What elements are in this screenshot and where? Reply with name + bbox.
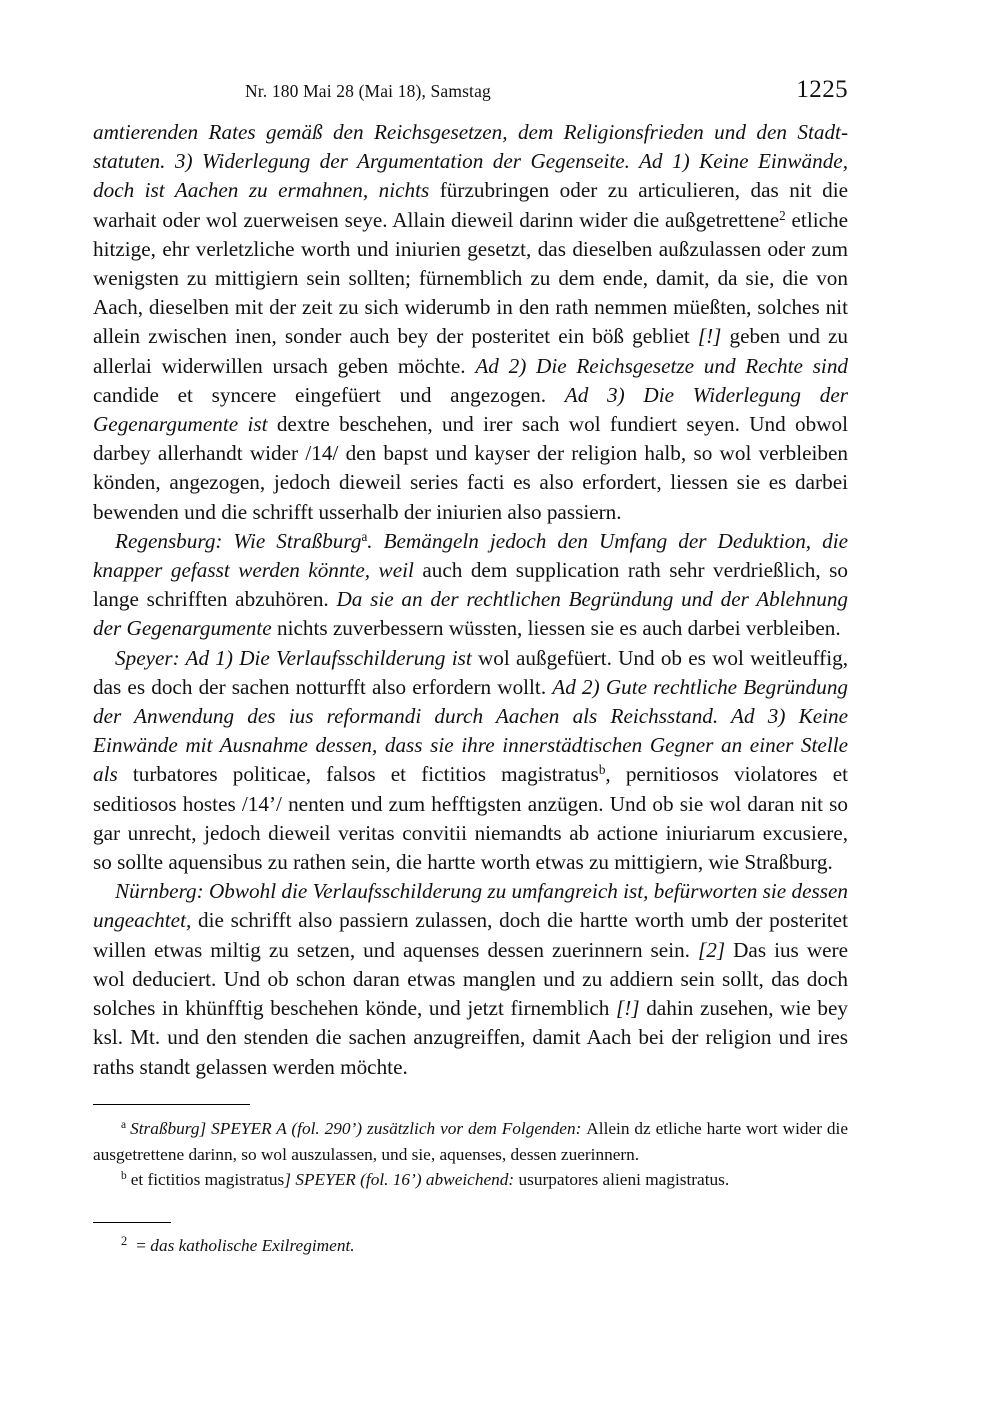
apparatus-note	[93, 1116, 848, 1167]
editorial-summary: [!]	[697, 324, 722, 349]
apparatus-rule	[93, 1104, 250, 1105]
editorial-summary: [2]	[698, 937, 726, 962]
editorial-summary: Ad 3) Die Widerlegung der Gegenargumente ist	[93, 382, 848, 437]
source-quotation: et fictitios magistratus	[130, 1170, 285, 1189]
editorial-summary: . Bemängeln jedoch den Umfang der Deduktion, die knapper gefasst werden könnte, weil	[93, 528, 848, 583]
editorial-summary: Straßburg] SPEYER A (fol. 290’) zusätzlich vor dem Folgenden:	[130, 1119, 587, 1138]
body-text	[93, 118, 848, 1082]
source-quotation: etliche hitzige, ehr verletzliche worth und iniurien gesetzt, das dieselben außzulassen oder zum wenigsten zu mittigiern sein sollten; fürnemblich zu dem ende, damit, da sie, die von Aach, dieselben mit der zeit zu sich widerumb in den rath nemmen müeßten, solches nit allein zwischen inen, sonder auch bey der posteritet ein böß gebliet	[93, 207, 848, 349]
editorial-summary: das katholische Exilregiment.	[150, 1236, 355, 1255]
editorial-summary: Ad 2) Gute rechtliche Begründung der Anwendung des ius reformandi durch Aachen als Reichsstand. Ad 3) Keine Einwände mit Ausnahme dessen, dass sie ihre innerstädtischen Gegner an einer Stelle als	[93, 674, 849, 787]
source-quotation: geben und zu allerlai widerwillen ursach geben möchte.	[93, 324, 848, 378]
editorial-summary: Da sie an der rechtlichen Begründung und der Ablehnung der Gegenargumente	[93, 587, 849, 641]
source-quotation: auch dem supplication rath sehr verdrießlich, so lange schrifften abzuhören.	[93, 558, 849, 612]
source-quotation: usurpatores alieni magistratus.	[518, 1170, 730, 1189]
note-reference: b	[598, 762, 606, 778]
source-quotation: dahin zusehen, wie bey ksl. Mt. und den stenden die sachen anzugreiffen, damit Aach bei der religion und ires raths standt gelassen werden möchte.	[93, 996, 848, 1079]
footnote-entry	[93, 1233, 848, 1259]
note-reference: 2	[779, 207, 786, 223]
source-quotation: candide et syncere eingefüert und angezogen.	[93, 382, 565, 407]
apparatus-note-marker: a	[121, 1118, 127, 1131]
editorial-summary: ] SPEYER (fol. 16’) abweichend:	[284, 1170, 519, 1189]
running-head-title: Nr. 180 Mai 28 (Mai 18), Samstag	[245, 81, 491, 101]
footnote-marker: 2	[121, 1233, 128, 1248]
source-quotation: fürzubringen oder zu articulieren, das nit die warhait oder wol zuerweisen seye. Allain dieweil darinn wider die außgetrettene	[93, 178, 848, 232]
editorial-summary: Ad 2) Die Reichsgesetze und Rechte sind	[475, 353, 849, 378]
apparatus-note	[93, 1167, 848, 1193]
critical-apparatus	[93, 1104, 848, 1193]
source-quotation: =	[136, 1236, 151, 1255]
source-quotation: die schrifft also passiern zulassen, doch die hartte worth umb der posteritet willen etwas miltig zu setzen, und aquenses dessen zuerinnern sein.	[93, 908, 848, 962]
source-quotation: nichts zuverbessern wüssten, liessen sie es auch darbei verbleiben.	[276, 616, 841, 641]
source-quotation: Allein dz etliche harte wort wider die ausgetrettene darinn, so wol auszulassen, und sie, aquenses, dessen zuerinnern.	[93, 1119, 849, 1164]
page-number: 1225	[796, 76, 848, 103]
para-speyer	[93, 644, 848, 878]
para-nuernberg	[93, 877, 848, 1081]
source-quotation: , pernitiosos violatores et seditiosos hostes /14’/ nenten und zum hefftigsten anzügen. Und ob sie wol daran nit so gar unrecht, jedoch dieweil veritas convitii niemandts ab actione iniuriarum excusiere, so sollte aquensibus zu rathen sein, die hartte worth etwas zu mittigiern, wie Straßburg.	[93, 762, 848, 875]
running-head	[93, 76, 848, 104]
para-continuation	[93, 118, 848, 527]
para-regensburg	[93, 527, 848, 644]
footnote-section	[93, 1222, 848, 1259]
source-quotation: wol außgefüert. Und ob es wol weitleuffig, das es doch der sachen notturfft also erfordern wollt.	[93, 645, 848, 699]
note-reference: a	[361, 529, 368, 545]
editorial-summary: Nürnberg: Obwohl die Verlaufsschilderung zu umfangreich ist, befürworten sie dessen ungeachtet,	[93, 879, 848, 933]
editorial-summary: amtierenden Rates gemäß den Reichsgesetzen, dem Religionsfrieden und den Stadtstatuten. 3) Widerlegung der Argumentation der Gegenseite. Ad 1) Keine Einwände, doch ist Aachen zu ermahnen, nichts	[93, 120, 848, 203]
editorial-summary: [!]	[616, 996, 640, 1021]
apparatus-note-marker: b	[121, 1169, 127, 1182]
source-quotation: turbatores politicae, falsos et fictitios magistratus	[132, 762, 599, 787]
footnote-rule	[93, 1222, 171, 1223]
editorial-summary: Regensburg: Wie Straßburg	[115, 528, 362, 553]
editorial-summary: Speyer: Ad 1) Die Verlaufsschilderung ist	[115, 645, 478, 670]
source-quotation: dextre beschehen, und irer sach wol fundiert seyen. Und obwol darbey allerhandt wider /14/ den bapst und kayser der religion halb, so wol verbleiben könden, angezogen, jedoch dieweil series facti es also erfordert, liessen sie es darbei bewenden und die schrifft usserhalb der iniurien also passiern.	[93, 412, 848, 524]
source-quotation: Das ius were wol deduciert. Und ob schon daran etwas manglen und zu addiern sein sollt, das doch solches in khünfftig beschehen könde, und jetzt firnemblich	[93, 937, 848, 1021]
